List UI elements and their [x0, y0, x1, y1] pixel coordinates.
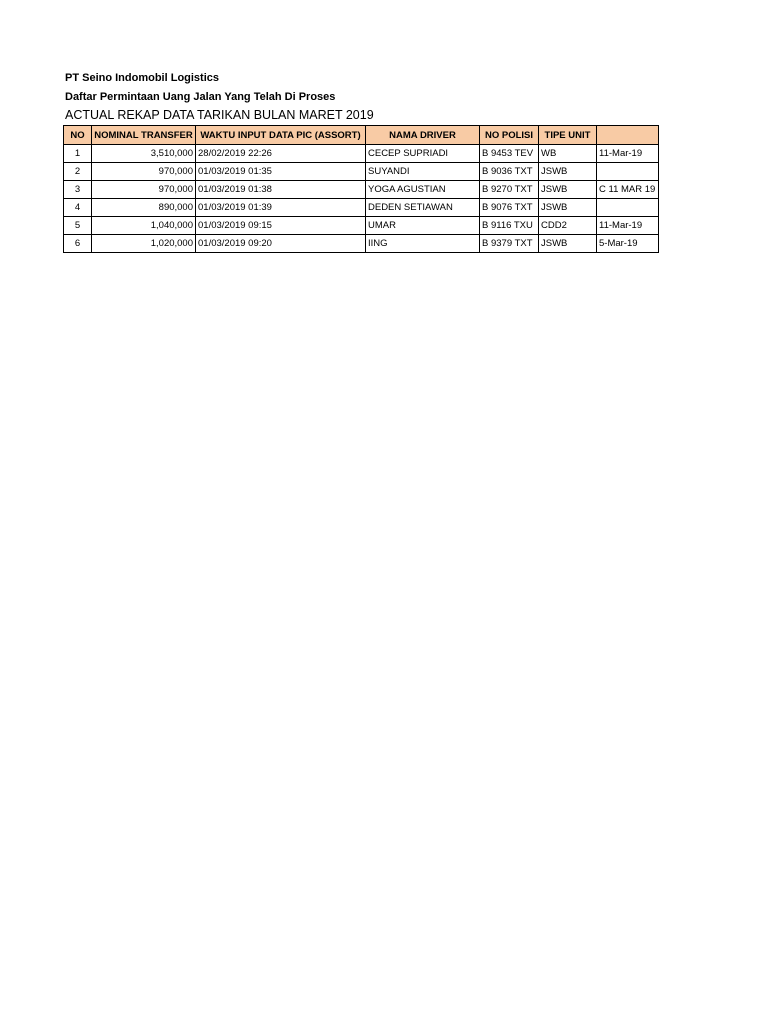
cell-note: 5-Mar-19: [597, 235, 659, 253]
cell-note: 11-Mar-19: [597, 145, 659, 163]
table-row: [64, 235, 659, 253]
rekap-table: [63, 125, 659, 253]
table-row: [64, 181, 659, 199]
cell-polisi: B 9076 TXT: [480, 199, 539, 217]
cell-waktu: 01/03/2019 09:15: [196, 217, 366, 235]
table-row: [64, 145, 659, 163]
cell-tipe: JSWB: [539, 199, 597, 217]
cell-nominal: 970,000: [92, 163, 196, 181]
cell-no: 3: [64, 181, 92, 199]
cell-polisi: B 9453 TEV: [480, 145, 539, 163]
cell-waktu: 01/03/2019 01:35: [196, 163, 366, 181]
cell-tipe: JSWB: [539, 181, 597, 199]
report-title: ACTUAL REKAP DATA TARIKAN BULAN MARET 2019: [65, 108, 374, 122]
table-row: [64, 199, 659, 217]
cell-note: [597, 199, 659, 217]
cell-note: C 11 MAR 19: [597, 181, 659, 199]
cell-no: 2: [64, 163, 92, 181]
cell-tipe: JSWB: [539, 163, 597, 181]
cell-note: [597, 163, 659, 181]
company-name: PT Seino Indomobil Logistics: [65, 72, 220, 84]
cell-driver: IING: [366, 235, 480, 253]
cell-driver: CECEP SUPRIADI: [366, 145, 480, 163]
cell-no: 6: [64, 235, 92, 253]
table-row: [64, 217, 659, 235]
cell-nominal: 1,040,000: [92, 217, 196, 235]
cell-nominal: 890,000: [92, 199, 196, 217]
col-header-no: NO: [64, 126, 92, 145]
table-header-row: [64, 126, 659, 145]
cell-driver: SUYANDI: [366, 163, 480, 181]
cell-driver: UMAR: [366, 217, 480, 235]
cell-polisi: B 9036 TXT: [480, 163, 539, 181]
col-header-nominal-transfer: NOMINAL TRANSFER: [92, 126, 196, 145]
cell-waktu: 28/02/2019 22:26: [196, 145, 366, 163]
cell-driver: DEDEN SETIAWAN: [366, 199, 480, 217]
col-header-no-polisi: NO POLISI: [480, 126, 539, 145]
cell-nominal: 1,020,000: [92, 235, 196, 253]
cell-no: 4: [64, 199, 92, 217]
cell-waktu: 01/03/2019 01:38: [196, 181, 366, 199]
document-subtitle: Daftar Permintaan Uang Jalan Yang Telah Di Proses: [65, 91, 336, 103]
cell-no: 1: [64, 145, 92, 163]
cell-no: 5: [64, 217, 92, 235]
cell-polisi: B 9116 TXU: [480, 217, 539, 235]
cell-polisi: B 9270 TXT: [480, 181, 539, 199]
col-header-note: [597, 126, 659, 145]
cell-waktu: 01/03/2019 01:39: [196, 199, 366, 217]
cell-waktu: 01/03/2019 09:20: [196, 235, 366, 253]
cell-note: 11-Mar-19: [597, 217, 659, 235]
cell-nominal: 970,000: [92, 181, 196, 199]
cell-nominal: 3,510,000: [92, 145, 196, 163]
col-header-waktu-input: WAKTU INPUT DATA PIC (ASSORT): [196, 126, 366, 145]
cell-tipe: JSWB: [539, 235, 597, 253]
cell-tipe: WB: [539, 145, 597, 163]
table-row: [64, 163, 659, 181]
cell-polisi: B 9379 TXT: [480, 235, 539, 253]
col-header-tipe-unit: TIPE UNIT: [539, 126, 597, 145]
cell-driver: YOGA AGUSTIAN: [366, 181, 480, 199]
col-header-nama-driver: NAMA DRIVER: [366, 126, 480, 145]
cell-tipe: CDD2: [539, 217, 597, 235]
